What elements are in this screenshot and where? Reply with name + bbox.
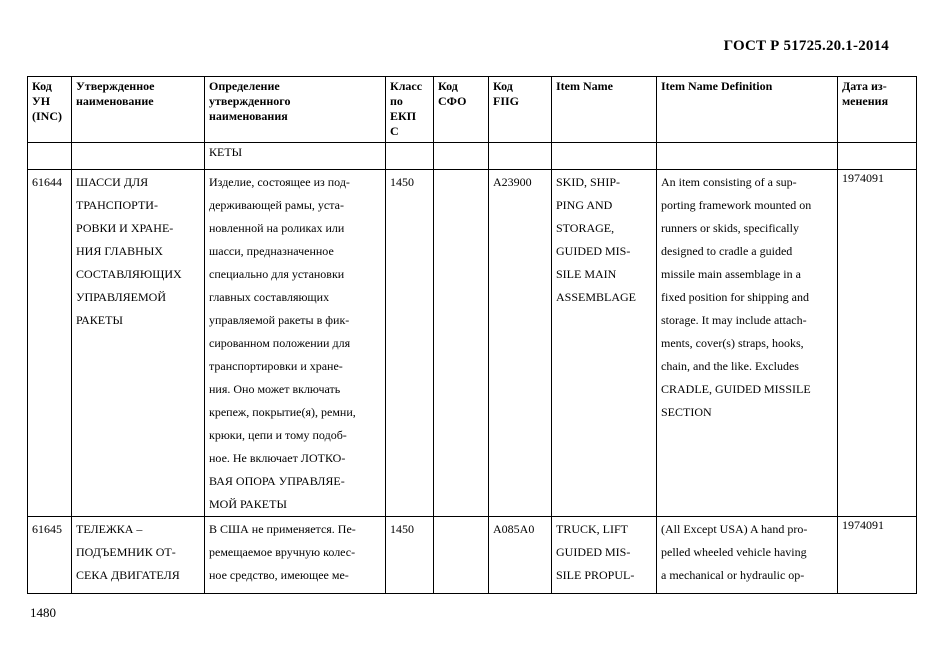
table-cell-definition: В США не применяется. Пе- ремещаемое вручную колес- ное средство, имеющее ме- (205, 517, 386, 594)
table-cell (489, 143, 552, 170)
table-cell (72, 143, 205, 170)
table-row (28, 170, 917, 517)
table-cell-class: 1450 (386, 170, 434, 517)
table-cell (838, 143, 917, 170)
table-cell-change-date: 1974091 (838, 170, 917, 517)
table-cell (657, 143, 838, 170)
table-cell (552, 143, 657, 170)
column-header-fiig: Код FIIG (489, 77, 552, 143)
column-header-class: Класс по ЕКП С (386, 77, 434, 143)
table-cell-fiig: A085A0 (489, 517, 552, 594)
column-header-item-name-definition: Item Name Definition (657, 77, 838, 143)
table-cell (28, 143, 72, 170)
table-cell (434, 143, 489, 170)
column-header-sfo: Код СФО (434, 77, 489, 143)
table-cell-sfo (434, 170, 489, 517)
table-cell-inc: 61644 (28, 170, 72, 517)
table-header-row (28, 77, 917, 143)
table-cell-sfo (434, 517, 489, 594)
table-cell-item-name: TRUCK, LIFT GUIDED MIS- SILE PROPUL- (552, 517, 657, 594)
column-header-item-name: Item Name (552, 77, 657, 143)
table-cell-definition: Изделие, состоящее из под- держивающей рамы, уста- новленной на роликах или шасси, предназначенное специально для установки главных составляющих управляемой ракеты в фик- сированном положении для транспортировки и хране- ния. Оно может включать крепеж, покрытие(я), ремни, крюки, цепи и тому подоб- ное. Не включает ЛОТКО- ВАЯ ОПОРА УПРАВЛЯЕ- МОЙ РАКЕТЫ (205, 170, 386, 517)
table-cell-approved-name: ШАССИ ДЛЯ ТРАНСПОРТИ- РОВКИ И ХРАНЕ- НИЯ ГЛАВНЫХ СОСТАВЛЯЮЩИХ УПРАВЛЯЕМОЙ РАКЕТЫ (72, 170, 205, 517)
table-cell-change-date: 1974091 (838, 517, 917, 594)
table-row-continuation (28, 143, 917, 170)
column-header-definition: Определение утвержденного наименования (205, 77, 386, 143)
document-id: ГОСТ Р 51725.20.1-2014 (723, 38, 889, 54)
table-cell-item-name: SKID, SHIP- PING AND STORAGE, GUIDED MIS- SILE MAIN ASSEMBLAGE (552, 170, 657, 517)
table-cell-class: 1450 (386, 517, 434, 594)
table-cell (386, 143, 434, 170)
table-cell-fiig: A23900 (489, 170, 552, 517)
column-header-change-date: Дата из- менения (838, 77, 917, 143)
table-cell-approved-name: ТЕЛЕЖКА – ПОДЪЕМНИК ОТ- СЕКА ДВИГАТЕЛЯ (72, 517, 205, 594)
table-row (28, 517, 917, 594)
column-header-approved-name: Утвержденное наименование (72, 77, 205, 143)
table-cell-item-name-definition: An item consisting of a sup- porting framework mounted on runners or skids, specifically designed to cradle a guided missile main assemblage in a fixed position for shipping and storage. It may include attach- ments, cover(s) straps, hooks, chain, and the like. Excludes CRADLE, GUIDED MISSILE SECTION (657, 170, 838, 517)
classification-table (27, 76, 917, 594)
page-number: 1480 (30, 605, 56, 620)
table-cell-item-name-definition: (All Except USA) A hand pro- pelled wheeled vehicle having a mechanical or hydraulic op- (657, 517, 838, 594)
table-cell-inc: 61645 (28, 517, 72, 594)
table-cell-definition: КЕТЫ (205, 143, 386, 170)
column-header-inc: Код УН (INC) (28, 77, 72, 143)
